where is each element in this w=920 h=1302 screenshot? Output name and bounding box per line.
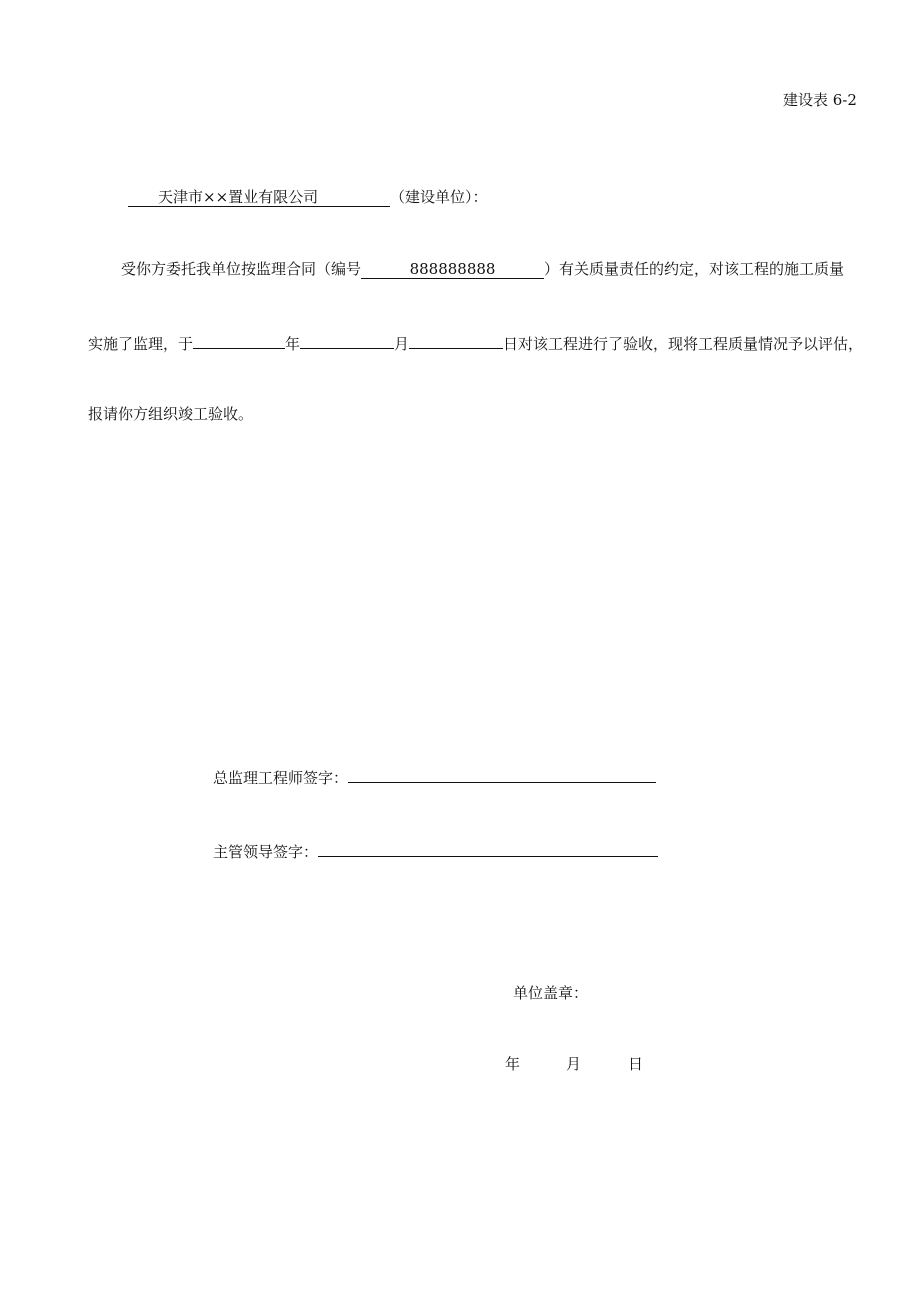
date-month: 月 [566, 1055, 582, 1073]
date-year: 年 [505, 1055, 521, 1073]
paragraph-line-1 [121, 259, 844, 279]
month-label: 月 [394, 335, 410, 353]
addressee-company-field[interactable] [128, 189, 390, 207]
contract-number: 888888888 [409, 260, 496, 278]
chief-engineer-signature-field[interactable] [348, 765, 656, 783]
paragraph-line1-suffix: ）有关质量责任的约定，对该工程的施工质量 [544, 260, 845, 278]
paragraph-line2-suffix: 日对该工程进行了验收，现将工程质量情况予以评估， [503, 335, 864, 353]
chief-engineer-label: 总监理工程师签字： [213, 769, 349, 787]
supervisor-signature-field[interactable] [318, 839, 658, 857]
addressee-suffix: （建设单位）： [390, 188, 488, 206]
supervisor-signature-row [213, 839, 658, 862]
date-day: 日 [628, 1055, 644, 1073]
month-blank[interactable] [300, 331, 394, 349]
day-blank[interactable] [409, 331, 503, 349]
year-label: 年 [285, 335, 301, 353]
form-code: 建设表 6-2 [783, 91, 857, 109]
paragraph-line-3: 报请你方组织竣工验收。 [88, 405, 254, 423]
date-row [505, 1054, 643, 1074]
addressee-company: 天津市××置业有限公司 [158, 188, 319, 206]
paragraph-line-2 [88, 331, 863, 354]
paragraph-line2-prefix: 实施了监理，于 [88, 335, 194, 353]
year-blank[interactable] [193, 331, 285, 349]
contract-number-field[interactable] [361, 261, 544, 279]
paragraph-line1-prefix: 受你方委托我单位按监理合同（编号 [121, 260, 362, 278]
seal-label: 单位盖章： [513, 984, 589, 1002]
supervisor-label: 主管领导签字： [213, 843, 319, 861]
chief-engineer-signature-row [213, 765, 656, 788]
addressee-line [128, 187, 488, 207]
